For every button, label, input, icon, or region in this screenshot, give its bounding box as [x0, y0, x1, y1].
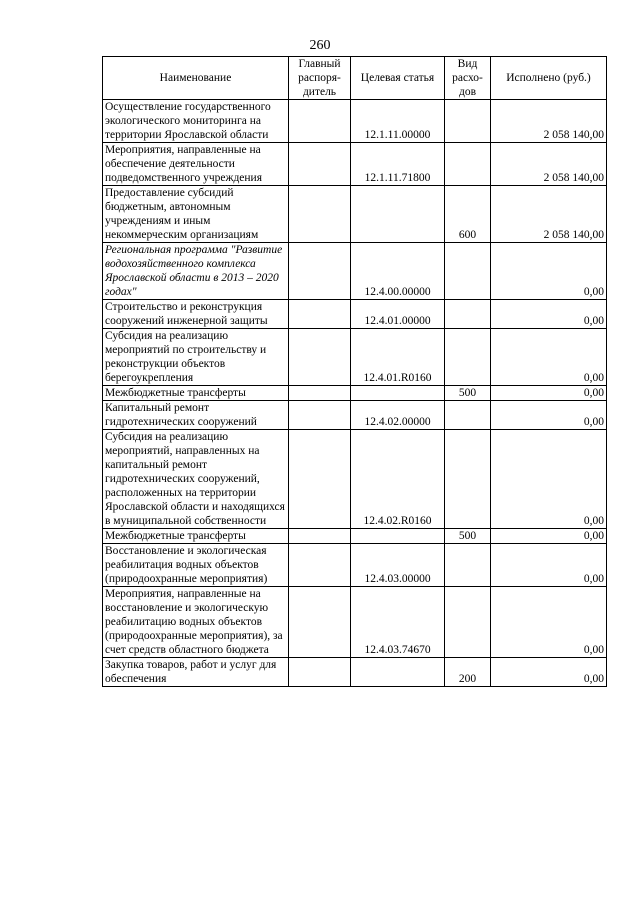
row-amount-cell: 0,00 [491, 300, 607, 329]
row-amount-cell: 0,00 [491, 401, 607, 430]
table-body [103, 100, 607, 687]
row-target-cell: 12.1.11.71800 [351, 143, 445, 186]
row-manager-cell [289, 329, 351, 386]
row-amount-cell: 0,00 [491, 329, 607, 386]
row-name-cell: Мероприятия, направленные на восстановление и экологическую реабилитацию водных объектов (природоохранные мероприятия), за счет средств областного бюджета [103, 587, 289, 658]
row-name-cell: Строительство и реконструкция сооружений инженерной защиты [103, 300, 289, 329]
row-manager-cell [289, 186, 351, 243]
row-kind-cell [445, 544, 491, 587]
row-target-cell: 12.4.00.00000 [351, 243, 445, 300]
row-target-cell: 12.4.03.00000 [351, 544, 445, 587]
table-row [103, 100, 607, 143]
row-manager-cell [289, 386, 351, 401]
row-manager-cell [289, 401, 351, 430]
row-manager-cell [289, 587, 351, 658]
row-name-cell: Субсидия на реализацию мероприятий по строительству и реконструкции объектов берегоукрепления [103, 329, 289, 386]
table-row [103, 386, 607, 401]
row-amount-cell: 0,00 [491, 544, 607, 587]
row-kind-cell: 500 [445, 386, 491, 401]
row-name-cell: Межбюджетные трансферты [103, 529, 289, 544]
row-manager-cell [289, 243, 351, 300]
row-target-cell: 12.1.11.00000 [351, 100, 445, 143]
budget-table [102, 56, 607, 687]
row-kind-cell [445, 430, 491, 529]
row-kind-cell: 500 [445, 529, 491, 544]
row-target-cell: 12.4.01.00000 [351, 300, 445, 329]
row-amount-cell: 0,00 [491, 386, 607, 401]
row-name-cell: Региональная программа "Развитие водохозяйственного комплекса Ярославской области в 2013 – 2020 годах" [103, 243, 289, 300]
row-kind-cell [445, 243, 491, 300]
row-kind-cell [445, 587, 491, 658]
row-target-cell: 12.4.03.74670 [351, 587, 445, 658]
row-kind-cell [445, 329, 491, 386]
table-row [103, 243, 607, 300]
table-row [103, 143, 607, 186]
table-row [103, 544, 607, 587]
row-amount-cell: 0,00 [491, 658, 607, 687]
table-row [103, 430, 607, 529]
header-manager: Главный распоря-дитель [289, 57, 351, 100]
row-name-cell: Осуществление государственного экологического мониторинга на территории Ярославской области [103, 100, 289, 143]
row-amount-cell: 0,00 [491, 529, 607, 544]
row-target-cell [351, 529, 445, 544]
row-kind-cell [445, 401, 491, 430]
row-manager-cell [289, 544, 351, 587]
table-header-row [103, 57, 607, 100]
row-kind-cell [445, 100, 491, 143]
row-amount-cell: 0,00 [491, 587, 607, 658]
page-number: 260 [309, 38, 331, 53]
row-manager-cell [289, 529, 351, 544]
table-row [103, 587, 607, 658]
table-row [103, 300, 607, 329]
row-target-cell [351, 386, 445, 401]
row-manager-cell [289, 430, 351, 529]
table-row [103, 186, 607, 243]
row-amount-cell: 2 058 140,00 [491, 143, 607, 186]
row-name-cell: Восстановление и экологическая реабилитация водных объектов (природоохранные мероприятия) [103, 544, 289, 587]
row-target-cell: 12.4.01.R0160 [351, 329, 445, 386]
table-row [103, 529, 607, 544]
row-kind-cell [445, 143, 491, 186]
row-target-cell [351, 186, 445, 243]
table-row [103, 329, 607, 386]
header-name: Наименование [103, 57, 289, 100]
row-name-cell: Субсидия на реализацию мероприятий, направленных на капитальный ремонт гидротехнических сооружений, расположенных на территории Ярославской области и находящихся в муниципальной собственности [103, 430, 289, 529]
row-amount-cell: 0,00 [491, 243, 607, 300]
row-amount-cell: 2 058 140,00 [491, 100, 607, 143]
row-target-cell: 12.4.02.R0160 [351, 430, 445, 529]
row-name-cell: Предоставление субсидий бюджетным, автономным учреждениям и иным некоммерческим организациям [103, 186, 289, 243]
row-name-cell: Мероприятия, направленные на обеспечение деятельности подведомственного учреждения [103, 143, 289, 186]
table-row [103, 658, 607, 687]
row-amount-cell: 0,00 [491, 430, 607, 529]
header-amount: Исполнено (руб.) [491, 57, 607, 100]
row-manager-cell [289, 143, 351, 186]
row-target-cell: 12.4.02.00000 [351, 401, 445, 430]
row-amount-cell: 2 058 140,00 [491, 186, 607, 243]
row-name-cell: Капитальный ремонт гидротехнических сооружений [103, 401, 289, 430]
row-name-cell: Межбюджетные трансферты [103, 386, 289, 401]
row-manager-cell [289, 300, 351, 329]
row-kind-cell: 600 [445, 186, 491, 243]
row-kind-cell: 200 [445, 658, 491, 687]
row-kind-cell [445, 300, 491, 329]
header-target: Целевая статья [351, 57, 445, 100]
row-manager-cell [289, 658, 351, 687]
table-row [103, 401, 607, 430]
row-target-cell [351, 658, 445, 687]
row-name-cell: Закупка товаров, работ и услуг для обеспечения [103, 658, 289, 687]
header-kind: Вид расхо-дов [445, 57, 491, 100]
row-manager-cell [289, 100, 351, 143]
